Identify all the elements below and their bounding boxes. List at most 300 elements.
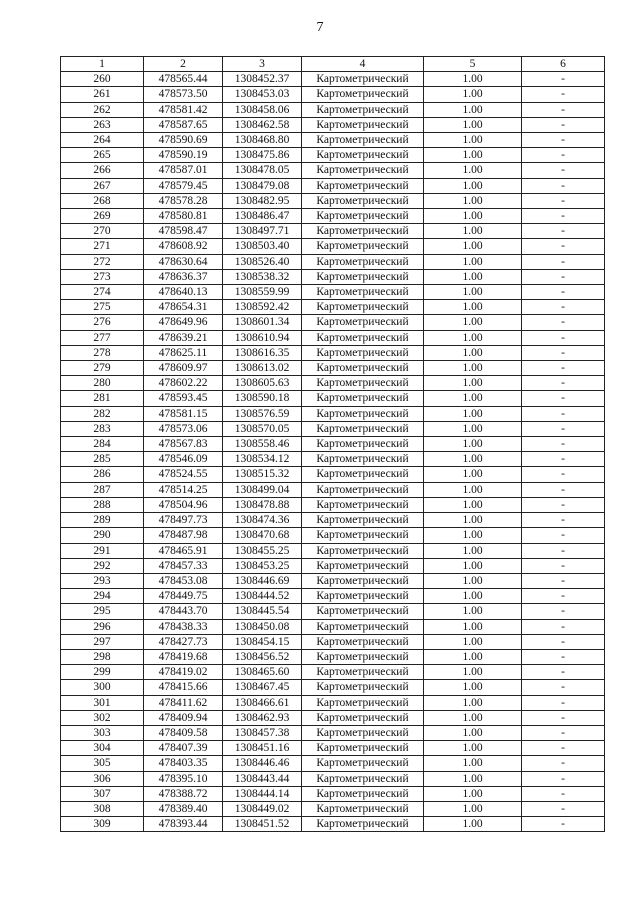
x-coordinate-cell: 478640.13 — [144, 285, 223, 300]
accuracy-cell: 1.00 — [424, 467, 522, 482]
y-coordinate-cell: 1308456.52 — [223, 649, 302, 664]
y-coordinate-cell: 1308482.95 — [223, 193, 302, 208]
table-row — [61, 497, 605, 512]
point-number-cell: 266 — [61, 163, 144, 178]
y-coordinate-cell: 1308454.15 — [223, 634, 302, 649]
note-cell: - — [522, 148, 605, 163]
y-coordinate-cell: 1308446.69 — [223, 573, 302, 588]
accuracy-cell: 1.00 — [424, 589, 522, 604]
note-cell: - — [522, 710, 605, 725]
method-cell: Картометрический — [302, 391, 424, 406]
note-cell: - — [522, 72, 605, 87]
note-cell: - — [522, 209, 605, 224]
method-cell: Картометрический — [302, 771, 424, 786]
y-coordinate-cell: 1308605.63 — [223, 376, 302, 391]
point-number-cell: 302 — [61, 710, 144, 725]
accuracy-cell: 1.00 — [424, 649, 522, 664]
note-cell: - — [522, 87, 605, 102]
note-cell: - — [522, 528, 605, 543]
table-row — [61, 72, 605, 87]
accuracy-cell: 1.00 — [424, 285, 522, 300]
y-coordinate-cell: 1308478.88 — [223, 497, 302, 512]
y-coordinate-cell: 1308443.44 — [223, 771, 302, 786]
method-cell: Картометрический — [302, 786, 424, 801]
method-cell: Картометрический — [302, 178, 424, 193]
x-coordinate-cell: 478573.50 — [144, 87, 223, 102]
note-cell: - — [522, 741, 605, 756]
y-coordinate-cell: 1308559.99 — [223, 285, 302, 300]
table-row — [61, 573, 605, 588]
table-row — [61, 315, 605, 330]
table-row — [61, 269, 605, 284]
x-coordinate-cell: 478395.10 — [144, 771, 223, 786]
x-coordinate-cell: 478419.68 — [144, 649, 223, 664]
x-coordinate-cell: 478581.15 — [144, 406, 223, 421]
x-coordinate-cell: 478415.66 — [144, 680, 223, 695]
point-number-cell: 299 — [61, 665, 144, 680]
accuracy-cell: 1.00 — [424, 406, 522, 421]
x-coordinate-cell: 478587.01 — [144, 163, 223, 178]
note-cell: - — [522, 421, 605, 436]
table-row — [61, 665, 605, 680]
note-cell: - — [522, 300, 605, 315]
x-coordinate-cell: 478590.19 — [144, 148, 223, 163]
point-number-cell: 275 — [61, 300, 144, 315]
y-coordinate-cell: 1308444.52 — [223, 589, 302, 604]
accuracy-cell: 1.00 — [424, 665, 522, 680]
accuracy-cell: 1.00 — [424, 133, 522, 148]
note-cell: - — [522, 649, 605, 664]
note-cell: - — [522, 604, 605, 619]
x-coordinate-cell: 478453.08 — [144, 573, 223, 588]
method-cell: Картометрический — [302, 300, 424, 315]
method-cell: Картометрический — [302, 406, 424, 421]
y-coordinate-cell: 1308446.46 — [223, 756, 302, 771]
table-row — [61, 756, 605, 771]
y-coordinate-cell: 1308592.42 — [223, 300, 302, 315]
point-number-cell: 289 — [61, 513, 144, 528]
point-number-cell: 274 — [61, 285, 144, 300]
accuracy-cell: 1.00 — [424, 239, 522, 254]
method-cell: Картометрический — [302, 710, 424, 725]
point-number-cell: 288 — [61, 497, 144, 512]
method-cell: Картометрический — [302, 741, 424, 756]
accuracy-cell: 1.00 — [424, 254, 522, 269]
note-cell: - — [522, 102, 605, 117]
method-cell: Картометрический — [302, 634, 424, 649]
method-cell: Картометрический — [302, 193, 424, 208]
table-row — [61, 178, 605, 193]
method-cell: Картометрический — [302, 102, 424, 117]
x-coordinate-cell: 478593.45 — [144, 391, 223, 406]
accuracy-cell: 1.00 — [424, 452, 522, 467]
method-cell: Картометрический — [302, 148, 424, 163]
accuracy-cell: 1.00 — [424, 330, 522, 345]
y-coordinate-cell: 1308497.71 — [223, 224, 302, 239]
accuracy-cell: 1.00 — [424, 376, 522, 391]
table-row — [61, 649, 605, 664]
accuracy-cell: 1.00 — [424, 680, 522, 695]
note-cell: - — [522, 178, 605, 193]
table-row — [61, 376, 605, 391]
accuracy-cell: 1.00 — [424, 163, 522, 178]
accuracy-cell: 1.00 — [424, 300, 522, 315]
note-cell: - — [522, 497, 605, 512]
point-number-cell: 287 — [61, 482, 144, 497]
table-row — [61, 285, 605, 300]
y-coordinate-cell: 1308457.38 — [223, 725, 302, 740]
method-cell: Картометрический — [302, 573, 424, 588]
y-coordinate-cell: 1308458.06 — [223, 102, 302, 117]
method-cell: Картометрический — [302, 482, 424, 497]
point-number-cell: 293 — [61, 573, 144, 588]
column-header: 2 — [144, 57, 223, 72]
method-cell: Картометрический — [302, 361, 424, 376]
note-cell: - — [522, 224, 605, 239]
x-coordinate-cell: 478567.83 — [144, 437, 223, 452]
table-row — [61, 604, 605, 619]
accuracy-cell: 1.00 — [424, 741, 522, 756]
method-cell: Картометрический — [302, 528, 424, 543]
note-cell: - — [522, 452, 605, 467]
note-cell: - — [522, 117, 605, 132]
y-coordinate-cell: 1308445.54 — [223, 604, 302, 619]
point-number-cell: 264 — [61, 133, 144, 148]
method-cell: Картометрический — [302, 87, 424, 102]
table-row — [61, 786, 605, 801]
x-coordinate-cell: 478409.94 — [144, 710, 223, 725]
x-coordinate-cell: 478427.73 — [144, 634, 223, 649]
table-row — [61, 589, 605, 604]
table-row — [61, 102, 605, 117]
column-header: 3 — [223, 57, 302, 72]
y-coordinate-cell: 1308515.32 — [223, 467, 302, 482]
note-cell: - — [522, 801, 605, 816]
accuracy-cell: 1.00 — [424, 528, 522, 543]
point-number-cell: 272 — [61, 254, 144, 269]
note-cell: - — [522, 573, 605, 588]
point-number-cell: 265 — [61, 148, 144, 163]
table-row — [61, 148, 605, 163]
y-coordinate-cell: 1308453.03 — [223, 87, 302, 102]
table-row — [61, 695, 605, 710]
x-coordinate-cell: 478449.75 — [144, 589, 223, 604]
accuracy-cell: 1.00 — [424, 513, 522, 528]
y-coordinate-cell: 1308601.34 — [223, 315, 302, 330]
y-coordinate-cell: 1308452.37 — [223, 72, 302, 87]
table-row — [61, 528, 605, 543]
x-coordinate-cell: 478625.11 — [144, 345, 223, 360]
accuracy-cell: 1.00 — [424, 801, 522, 816]
coordinates-table — [60, 56, 605, 832]
table-row — [61, 254, 605, 269]
accuracy-cell: 1.00 — [424, 756, 522, 771]
note-cell: - — [522, 725, 605, 740]
note-cell: - — [522, 634, 605, 649]
x-coordinate-cell: 478438.33 — [144, 619, 223, 634]
accuracy-cell: 1.00 — [424, 224, 522, 239]
y-coordinate-cell: 1308465.60 — [223, 665, 302, 680]
accuracy-cell: 1.00 — [424, 193, 522, 208]
y-coordinate-cell: 1308474.36 — [223, 513, 302, 528]
x-coordinate-cell: 478609.97 — [144, 361, 223, 376]
table-row — [61, 193, 605, 208]
method-cell: Картометрический — [302, 209, 424, 224]
table-row — [61, 391, 605, 406]
y-coordinate-cell: 1308451.16 — [223, 741, 302, 756]
y-coordinate-cell: 1308451.52 — [223, 817, 302, 832]
note-cell: - — [522, 330, 605, 345]
x-coordinate-cell: 478580.81 — [144, 209, 223, 224]
method-cell: Картометрический — [302, 421, 424, 436]
point-number-cell: 292 — [61, 558, 144, 573]
accuracy-cell: 1.00 — [424, 117, 522, 132]
point-number-cell: 269 — [61, 209, 144, 224]
x-coordinate-cell: 478578.28 — [144, 193, 223, 208]
method-cell: Картометрический — [302, 285, 424, 300]
method-cell: Картометрический — [302, 604, 424, 619]
point-number-cell: 282 — [61, 406, 144, 421]
method-cell: Картометрический — [302, 452, 424, 467]
point-number-cell: 284 — [61, 437, 144, 452]
x-coordinate-cell: 478524.55 — [144, 467, 223, 482]
method-cell: Картометрический — [302, 467, 424, 482]
note-cell: - — [522, 467, 605, 482]
accuracy-cell: 1.00 — [424, 695, 522, 710]
point-number-cell: 286 — [61, 467, 144, 482]
table-row — [61, 558, 605, 573]
column-header: 4 — [302, 57, 424, 72]
y-coordinate-cell: 1308450.08 — [223, 619, 302, 634]
table-row — [61, 437, 605, 452]
x-coordinate-cell: 478649.96 — [144, 315, 223, 330]
column-header: 1 — [61, 57, 144, 72]
point-number-cell: 285 — [61, 452, 144, 467]
x-coordinate-cell: 478587.65 — [144, 117, 223, 132]
column-header: 6 — [522, 57, 605, 72]
y-coordinate-cell: 1308610.94 — [223, 330, 302, 345]
method-cell: Картометрический — [302, 163, 424, 178]
table-row — [61, 513, 605, 528]
table-row — [61, 619, 605, 634]
accuracy-cell: 1.00 — [424, 482, 522, 497]
table-row — [61, 680, 605, 695]
x-coordinate-cell: 478504.96 — [144, 497, 223, 512]
method-cell: Картометрический — [302, 558, 424, 573]
table-row — [61, 345, 605, 360]
table-row — [61, 239, 605, 254]
point-number-cell: 304 — [61, 741, 144, 756]
point-number-cell: 271 — [61, 239, 144, 254]
method-cell: Картометрический — [302, 497, 424, 512]
method-cell: Картометрический — [302, 801, 424, 816]
note-cell: - — [522, 665, 605, 680]
point-number-cell: 295 — [61, 604, 144, 619]
accuracy-cell: 1.00 — [424, 710, 522, 725]
x-coordinate-cell: 478573.06 — [144, 421, 223, 436]
y-coordinate-cell: 1308449.02 — [223, 801, 302, 816]
table-row — [61, 725, 605, 740]
x-coordinate-cell: 478590.69 — [144, 133, 223, 148]
accuracy-cell: 1.00 — [424, 437, 522, 452]
note-cell: - — [522, 406, 605, 421]
x-coordinate-cell: 478411.62 — [144, 695, 223, 710]
point-number-cell: 280 — [61, 376, 144, 391]
method-cell: Картометрический — [302, 589, 424, 604]
x-coordinate-cell: 478602.22 — [144, 376, 223, 391]
point-number-cell: 298 — [61, 649, 144, 664]
x-coordinate-cell: 478579.45 — [144, 178, 223, 193]
method-cell: Картометрический — [302, 345, 424, 360]
point-number-cell: 263 — [61, 117, 144, 132]
x-coordinate-cell: 478393.44 — [144, 817, 223, 832]
y-coordinate-cell: 1308526.40 — [223, 254, 302, 269]
y-coordinate-cell: 1308467.45 — [223, 680, 302, 695]
y-coordinate-cell: 1308468.80 — [223, 133, 302, 148]
table-row — [61, 209, 605, 224]
table-row — [61, 634, 605, 649]
note-cell: - — [522, 239, 605, 254]
table-row — [61, 330, 605, 345]
y-coordinate-cell: 1308558.46 — [223, 437, 302, 452]
y-coordinate-cell: 1308534.12 — [223, 452, 302, 467]
page-number: 7 — [316, 20, 324, 35]
x-coordinate-cell: 478443.70 — [144, 604, 223, 619]
method-cell: Картометрический — [302, 269, 424, 284]
x-coordinate-cell: 478457.33 — [144, 558, 223, 573]
note-cell: - — [522, 619, 605, 634]
table-row — [61, 361, 605, 376]
y-coordinate-cell: 1308538.32 — [223, 269, 302, 284]
method-cell: Картометрический — [302, 543, 424, 558]
note-cell: - — [522, 133, 605, 148]
method-cell: Картометрический — [302, 330, 424, 345]
point-number-cell: 267 — [61, 178, 144, 193]
point-number-cell: 306 — [61, 771, 144, 786]
method-cell: Картометрический — [302, 224, 424, 239]
x-coordinate-cell: 478409.58 — [144, 725, 223, 740]
point-number-cell: 260 — [61, 72, 144, 87]
note-cell: - — [522, 361, 605, 376]
column-header: 5 — [424, 57, 522, 72]
accuracy-cell: 1.00 — [424, 102, 522, 117]
table-row — [61, 482, 605, 497]
y-coordinate-cell: 1308475.86 — [223, 148, 302, 163]
method-cell: Картометрический — [302, 239, 424, 254]
point-number-cell: 300 — [61, 680, 144, 695]
point-number-cell: 301 — [61, 695, 144, 710]
note-cell: - — [522, 269, 605, 284]
y-coordinate-cell: 1308478.05 — [223, 163, 302, 178]
x-coordinate-cell: 478389.40 — [144, 801, 223, 816]
method-cell: Картометрический — [302, 619, 424, 634]
x-coordinate-cell: 478497.73 — [144, 513, 223, 528]
x-coordinate-cell: 478565.44 — [144, 72, 223, 87]
note-cell: - — [522, 543, 605, 558]
note-cell: - — [522, 786, 605, 801]
y-coordinate-cell: 1308503.40 — [223, 239, 302, 254]
note-cell: - — [522, 558, 605, 573]
accuracy-cell: 1.00 — [424, 72, 522, 87]
accuracy-cell: 1.00 — [424, 786, 522, 801]
y-coordinate-cell: 1308462.93 — [223, 710, 302, 725]
accuracy-cell: 1.00 — [424, 543, 522, 558]
accuracy-cell: 1.00 — [424, 345, 522, 360]
point-number-cell: 308 — [61, 801, 144, 816]
accuracy-cell: 1.00 — [424, 269, 522, 284]
y-coordinate-cell: 1308479.08 — [223, 178, 302, 193]
y-coordinate-cell: 1308455.25 — [223, 543, 302, 558]
table-body — [61, 72, 605, 832]
y-coordinate-cell: 1308570.05 — [223, 421, 302, 436]
point-number-cell: 277 — [61, 330, 144, 345]
table-row — [61, 133, 605, 148]
note-cell: - — [522, 771, 605, 786]
y-coordinate-cell: 1308444.14 — [223, 786, 302, 801]
y-coordinate-cell: 1308616.35 — [223, 345, 302, 360]
method-cell: Картометрический — [302, 72, 424, 87]
accuracy-cell: 1.00 — [424, 391, 522, 406]
table-row — [61, 163, 605, 178]
method-cell: Картометрический — [302, 437, 424, 452]
accuracy-cell: 1.00 — [424, 558, 522, 573]
table-header-row — [61, 57, 605, 72]
point-number-cell: 290 — [61, 528, 144, 543]
table-row — [61, 406, 605, 421]
point-number-cell: 291 — [61, 543, 144, 558]
method-cell: Картометрический — [302, 695, 424, 710]
note-cell: - — [522, 482, 605, 497]
x-coordinate-cell: 478636.37 — [144, 269, 223, 284]
y-coordinate-cell: 1308613.02 — [223, 361, 302, 376]
method-cell: Картометрический — [302, 665, 424, 680]
accuracy-cell: 1.00 — [424, 148, 522, 163]
point-number-cell: 296 — [61, 619, 144, 634]
point-number-cell: 276 — [61, 315, 144, 330]
x-coordinate-cell: 478407.39 — [144, 741, 223, 756]
point-number-cell: 307 — [61, 786, 144, 801]
table-row — [61, 817, 605, 832]
table-row — [61, 741, 605, 756]
y-coordinate-cell: 1308576.59 — [223, 406, 302, 421]
accuracy-cell: 1.00 — [424, 178, 522, 193]
accuracy-cell: 1.00 — [424, 817, 522, 832]
note-cell: - — [522, 680, 605, 695]
point-number-cell: 281 — [61, 391, 144, 406]
note-cell: - — [522, 391, 605, 406]
accuracy-cell: 1.00 — [424, 771, 522, 786]
note-cell: - — [522, 285, 605, 300]
note-cell: - — [522, 437, 605, 452]
note-cell: - — [522, 163, 605, 178]
accuracy-cell: 1.00 — [424, 725, 522, 740]
note-cell: - — [522, 193, 605, 208]
method-cell: Картометрический — [302, 315, 424, 330]
y-coordinate-cell: 1308486.47 — [223, 209, 302, 224]
method-cell: Картометрический — [302, 756, 424, 771]
table-row — [61, 467, 605, 482]
y-coordinate-cell: 1308590.18 — [223, 391, 302, 406]
method-cell: Картометрический — [302, 254, 424, 269]
table-row — [61, 87, 605, 102]
note-cell: - — [522, 345, 605, 360]
method-cell: Картометрический — [302, 376, 424, 391]
x-coordinate-cell: 478388.72 — [144, 786, 223, 801]
accuracy-cell: 1.00 — [424, 361, 522, 376]
point-number-cell: 273 — [61, 269, 144, 284]
x-coordinate-cell: 478514.25 — [144, 482, 223, 497]
x-coordinate-cell: 478419.02 — [144, 665, 223, 680]
